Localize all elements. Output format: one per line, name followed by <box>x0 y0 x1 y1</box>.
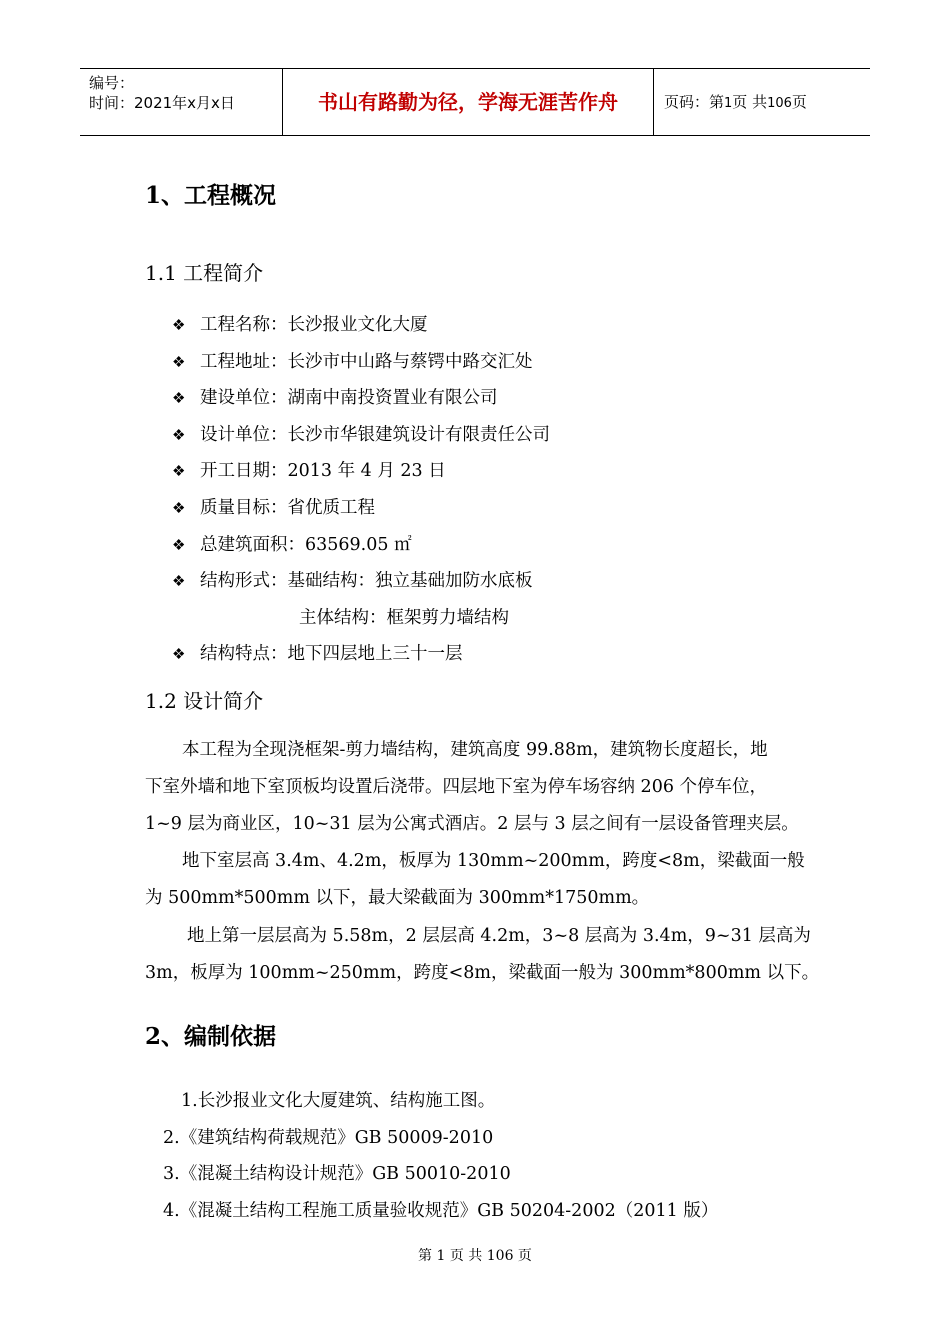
list-item: ❖ 总建筑面积：63569.05 ㎡ <box>172 530 852 567</box>
page-label: 页码：第 <box>664 93 725 111</box>
list-item: ❖ 工程地址：长沙市中山路与蔡锷中路交汇处 <box>172 347 852 384</box>
reference-list <box>163 1086 843 1232</box>
header-page-info <box>654 69 870 135</box>
design-paragraph-1: 本工程为全现浇框架-剪力墙结构，建筑高度 99.88m，建筑物长度超长，地 下室外墙和地下室顶板均设置后浇带。四层地下室为停车场容纳 206 个停车位， 1~9 层为商业区，10~31 层为公寓式酒店。2 层与 3 层之间有一层设备管理夹层。 <box>145 740 799 834</box>
page-mid: 页 共 <box>732 93 768 111</box>
diamond-bullet-icon: ❖ <box>172 425 186 444</box>
list-item: ❖ 设计单位：长沙市华银建筑设计有限责任公司 <box>172 420 852 457</box>
page-footer: 第 1 页 共 106 页 <box>418 1248 532 1264</box>
diamond-bullet-icon: ❖ <box>172 535 186 554</box>
section-1-title: 1、工程概况 <box>145 182 277 209</box>
list-item: ❖ 建设单位：湖南中南投资置业有限公司 <box>172 383 852 420</box>
list-item: ❖ 质量目标：省优质工程 <box>172 493 852 530</box>
header-motto: 书山有路勤为径，学海无涯苦作舟 <box>282 69 654 135</box>
list-item: ❖ 工程名称：长沙报业文化大厦 <box>172 310 852 347</box>
diamond-bullet-icon: ❖ <box>172 462 186 481</box>
section-2-title: 2、编制依据 <box>145 1023 277 1050</box>
document-time: 时间：2021年x月x日 <box>89 94 235 112</box>
diamond-bullet-icon: ❖ <box>172 645 186 664</box>
list-item: 3.《混凝土结构设计规范》GB 50010-2010 <box>163 1164 511 1185</box>
header-left-cell <box>80 69 282 135</box>
page-header <box>80 68 870 136</box>
list-item: 1.长沙报业文化大厦建筑、结构施工图。 <box>181 1091 496 1111</box>
project-info-list <box>172 310 852 676</box>
document-number: 编号： <box>89 74 135 92</box>
list-item: 2.《建筑结构荷载规范》GB 50009-2010 <box>163 1127 494 1148</box>
page-number: 1 <box>724 96 733 111</box>
page-end: 页 <box>791 93 807 111</box>
subsection-1-1-title: 1.1 工程简介 <box>145 261 264 285</box>
diamond-bullet-icon: ❖ <box>172 316 186 334</box>
list-item: 4.《混凝土结构工程施工质量验收规范》GB 50204-2002（2011 版） <box>163 1200 719 1221</box>
list-item-continuation: 主体结构：框架剪力墙结构 <box>299 607 509 628</box>
page-total: 106 <box>767 96 792 111</box>
diamond-bullet-icon: ❖ <box>172 572 186 591</box>
subsection-1-2-title: 1.2 设计简介 <box>145 689 264 713</box>
diamond-bullet-icon: ❖ <box>172 498 186 517</box>
list-item: ❖ 结构特点：地下四层地上三十一层 <box>172 639 852 676</box>
design-paragraph-2: 地下室层高 3.4m、4.2m，板厚为 130mm~200mm，跨度<8m，梁截面一般 为 500mm*500mm 以下，最大梁截面为 300mm*1750mm。 <box>145 851 805 908</box>
diamond-bullet-icon: ❖ <box>172 352 186 371</box>
list-item: ❖ 结构形式：基础结构：独立基础加防水底板 <box>172 566 852 603</box>
list-item: ❖ 开工日期：2013 年 4 月 23 日 <box>172 456 852 493</box>
diamond-bullet-icon: ❖ <box>172 389 186 408</box>
design-paragraph-3: 地上第一层层高为 5.58m，2 层层高 4.2m，3~8 层高为 3.4m，9~31 层高为 3m，板厚为 100mm~250mm，跨度<8m，梁截面一般为 300mm*800mm 以下。 <box>145 926 820 983</box>
